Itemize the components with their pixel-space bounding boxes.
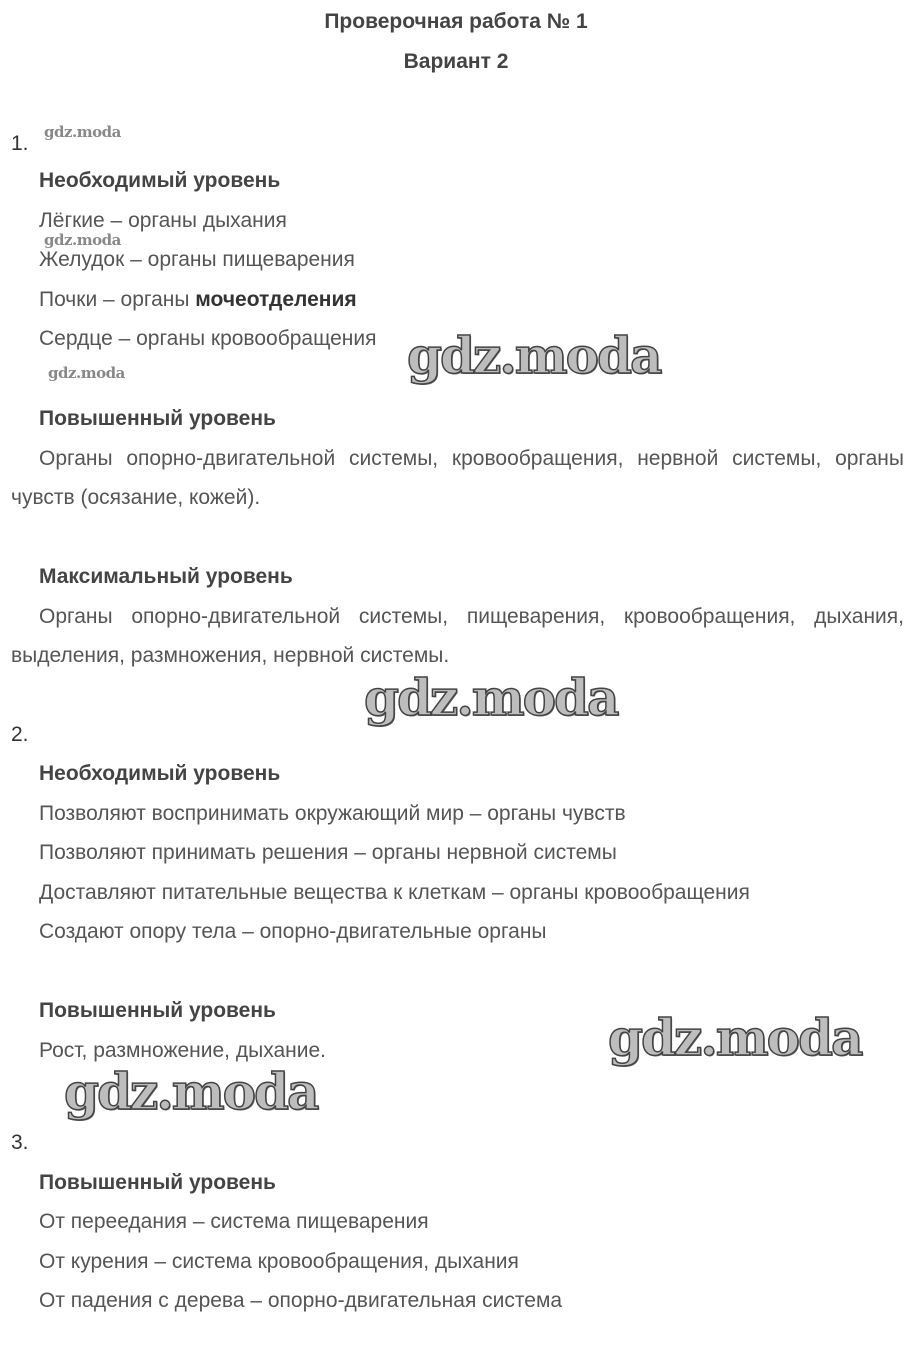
task-2-required-line: Доставляют питательные вещества к клеткам – органы кровообращения: [39, 881, 750, 904]
task-2-advanced-heading: Повышенный уровень: [39, 999, 276, 1022]
task-2-required-line: Позволяют воспринимать окружающий мир – органы чувств: [39, 802, 626, 825]
task-2-required-line: Создают опору тела – опорно-двигательные органы: [39, 920, 547, 943]
task-1-number: 1.: [11, 132, 29, 155]
line-text: Почки – органы: [39, 288, 196, 311]
task-1-required-line: Желудок – органы пищеварения: [39, 248, 355, 271]
task-3-advanced-line: От переедания – система пищеварения: [39, 1210, 429, 1233]
task-3-advanced-heading: Повышенный уровень: [39, 1171, 276, 1194]
watermark-small: gdz.moda: [48, 364, 125, 382]
watermark-small: gdz.moda: [44, 123, 121, 141]
page-title: Проверочная работа № 1: [324, 10, 588, 33]
watermark-large: gdz.moda: [64, 1062, 318, 1121]
task-1-required-line: Лёгкие – органы дыхания: [39, 209, 287, 232]
task-2-required-heading: Необходимый уровень: [39, 762, 281, 785]
task-3-number: 3.: [11, 1131, 29, 1154]
watermark-large: gdz.moda: [364, 668, 618, 727]
task-1-required-line: [39, 288, 357, 312]
task-2-required-line: Позволяют принимать решения – органы нервной системы: [39, 841, 617, 864]
bold-term: мочеотделения: [195, 288, 357, 311]
task-3-advanced-line: От падения с дерева – опорно-двигательная система: [39, 1289, 563, 1312]
task-1-maximum-heading: Максимальный уровень: [39, 565, 293, 588]
watermark-small: gdz.moda: [44, 231, 121, 249]
task-1-advanced-text: Органы опорно-двигательной системы, кровообращения, нервной системы, органы чувств (осязание, кожей).: [11, 447, 904, 509]
task-1-maximum-text: Органы опорно-двигательной системы, пищеварения, кровообращения, дыхания, выделения, размножения, нервной системы.: [11, 605, 904, 667]
task-2-advanced-text: Рост, размножение, дыхание.: [39, 1039, 326, 1062]
task-1-required-heading: Необходимый уровень: [39, 169, 281, 192]
task-2-number: 2.: [11, 723, 29, 746]
task-1-required-line: Сердце – органы кровообращения: [39, 327, 377, 350]
task-3-advanced-line: От курения – система кровообращения, дыхания: [39, 1250, 519, 1273]
task-1-advanced-heading: Повышенный уровень: [39, 407, 276, 430]
watermark-large: gdz.moda: [407, 326, 661, 385]
watermark-large: gdz.moda: [608, 1008, 862, 1067]
variant-title: Вариант 2: [403, 50, 509, 73]
